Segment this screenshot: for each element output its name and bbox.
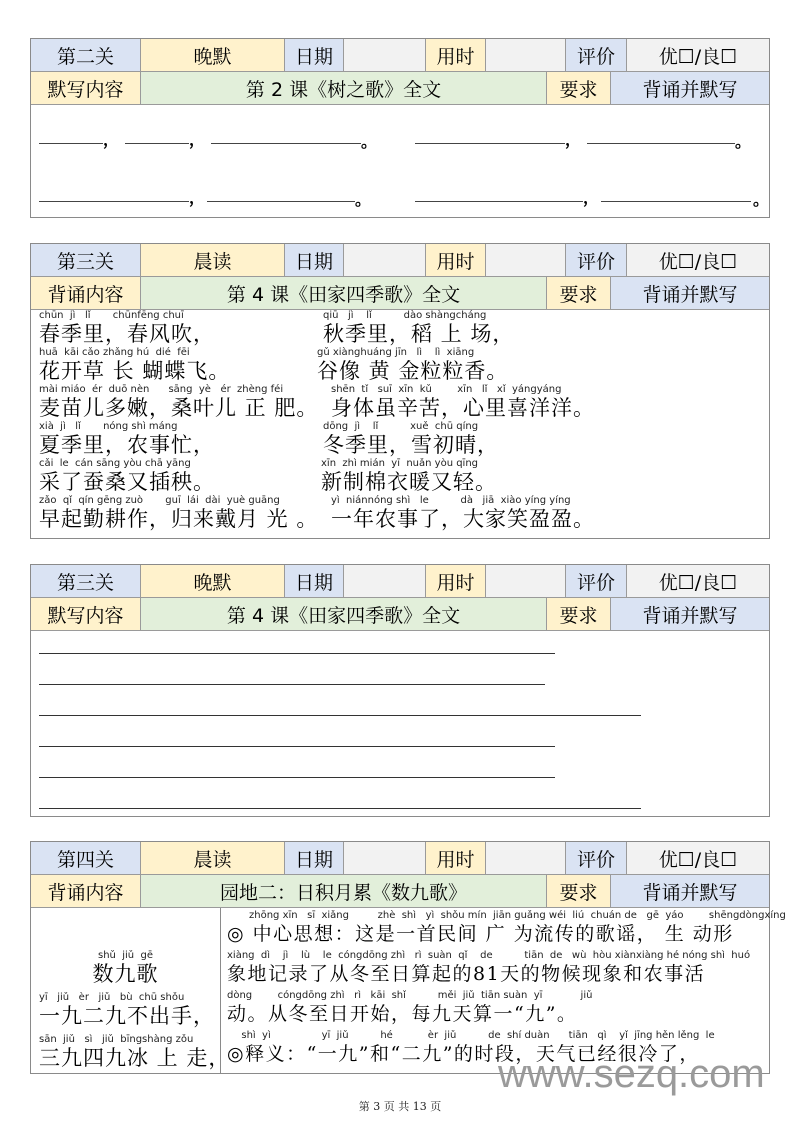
- section-level4-morning: [30, 841, 786, 1074]
- session-label: 晨读: [141, 842, 285, 875]
- note-line: [227, 950, 750, 986]
- hanzi: 象地记录了从冬至日算起的81天的物候现象和农事活: [227, 963, 706, 985]
- hanzi: 夏季里，农事忙，: [39, 433, 215, 457]
- song-area: [31, 908, 786, 1073]
- note-main-idea: [227, 910, 786, 946]
- comma: ，: [583, 188, 600, 207]
- pinyin: shēn tǐ suī xīn kǔ xīn lǐ xǐ yángyáng: [331, 384, 562, 395]
- pinyin: shì yì yī jiǔ hé èr jiǔ de shí duàn tiān qì yǐ jīng hěn lěng le: [235, 1030, 715, 1041]
- pinyin: yì niánnóng shì le dà jiā xiào yíng yíng: [331, 495, 571, 506]
- period: 。: [361, 132, 378, 151]
- content-label: 背诵内容: [31, 277, 141, 310]
- pinyin: qiū jì lǐ dào shàngcháng: [323, 310, 487, 321]
- requirement-label: 要求: [547, 277, 611, 310]
- comma: ，: [565, 130, 582, 149]
- blank-line[interactable]: [415, 201, 583, 202]
- level-label: 第二关: [31, 39, 141, 72]
- pinyin: sān jiǔ sì jiǔ bīngshàng zǒu: [39, 1034, 194, 1045]
- subheader-row: [31, 598, 769, 631]
- poem-line-left: [39, 310, 215, 346]
- eval-label: 评价: [566, 842, 627, 875]
- date-label: 日期: [285, 39, 344, 72]
- session-label: 晨读: [141, 244, 285, 277]
- dictation-area[interactable]: [31, 105, 769, 217]
- level-label: 第三关: [31, 244, 141, 277]
- poem-line-right: [331, 495, 595, 531]
- content-label: 默写内容: [31, 598, 141, 631]
- pinyin: zhōng xīn sī xiǎng zhè shì yì shǒu mín jiān guǎng wéi liú chuán de gē yáo shēngdòngxíng: [249, 910, 786, 921]
- period: 。: [735, 132, 752, 151]
- subheader-row: [31, 277, 769, 310]
- time-label: 用时: [426, 842, 486, 875]
- writing-line[interactable]: [39, 808, 641, 809]
- subheader-row: [31, 72, 769, 105]
- poem-line-left: [39, 458, 215, 494]
- pinyin: xīn zhì mián yī nuǎn yòu qīng: [321, 458, 479, 469]
- pinyin: huā kāi cǎo zhǎng hú dié fēi: [39, 347, 190, 358]
- hanzi: 动。从冬至日开始，每九天算一“九”。: [227, 1003, 578, 1025]
- content-title: 第 2 课《树之歌》全文: [141, 72, 547, 105]
- poem-area: [31, 310, 769, 538]
- hanzi: 一年农事了，大家笑盈盈。: [331, 507, 595, 531]
- pinyin: shǔ jiǔ gē: [98, 950, 153, 961]
- writing-line[interactable]: [39, 715, 641, 716]
- pinyin: gǔ xiànghuáng jīn lì lì xiāng: [317, 347, 475, 358]
- date-field[interactable]: [344, 842, 426, 875]
- date-label: 日期: [285, 244, 344, 277]
- content-title: 第 4 课《田家四季歌》全文: [141, 598, 547, 631]
- poem-line-right: [331, 384, 595, 420]
- writing-area[interactable]: [31, 631, 769, 816]
- session-label: 晚默: [141, 39, 285, 72]
- hanzi: 数九歌: [92, 962, 159, 986]
- poem-line-left: [39, 384, 318, 420]
- poem-line-right: [317, 347, 508, 383]
- hanzi: 秋季里，稻 上 场，: [323, 322, 515, 346]
- song-title: [31, 950, 220, 986]
- header-row: [31, 39, 769, 72]
- song-line: [39, 992, 215, 1028]
- eval-options[interactable]: 优☐/良☐: [627, 565, 769, 598]
- hanzi: 谷像 黄 金粒粒香。: [317, 359, 509, 383]
- requirement-value: 背诵并默写: [611, 875, 769, 908]
- writing-line[interactable]: [39, 777, 555, 778]
- hanzi: 采了蚕桑又插秧。: [39, 470, 215, 494]
- hanzi: ◎释义：“一九”和“二九”的时段，天气已经很冷了，: [227, 1043, 700, 1065]
- pinyin: cǎi le cán sāng yòu chā yāng: [39, 458, 191, 469]
- hanzi: 早起勤耕作，归来戴月 光 。: [39, 507, 319, 531]
- blank-line[interactable]: [207, 201, 355, 202]
- level-label: 第三关: [31, 565, 141, 598]
- poem-line-left: [39, 421, 215, 457]
- pinyin: yī jiǔ èr jiǔ bù chū shǒu: [39, 992, 185, 1003]
- content-title: 第 4 课《田家四季歌》全文: [141, 277, 547, 310]
- requirement-label: 要求: [547, 875, 611, 908]
- section-level3-evening: [30, 564, 770, 817]
- poem-line-right: [323, 310, 514, 346]
- poem-line-left: [39, 347, 230, 383]
- poem-line-right: [321, 458, 497, 494]
- date-label: 日期: [285, 565, 344, 598]
- period: 。: [355, 190, 372, 209]
- content-title: 园地二：日积月累《数九歌》: [141, 875, 547, 908]
- date-field[interactable]: [344, 244, 426, 277]
- blank-line[interactable]: [39, 143, 103, 144]
- level-label: 第四关: [31, 842, 141, 875]
- time-label: 用时: [426, 565, 486, 598]
- time-field[interactable]: [486, 565, 566, 598]
- hanzi: 春季里，春风吹，: [39, 322, 215, 346]
- comma: ，: [103, 130, 120, 149]
- page-footer: 第 3 页 共 13 页: [358, 1100, 442, 1113]
- poem-line-left: [39, 495, 318, 531]
- eval-label: 评价: [566, 244, 627, 277]
- requirement-value: 背诵并默写: [611, 277, 769, 310]
- eval-label: 评价: [566, 39, 627, 72]
- section-level3-morning: [30, 243, 770, 539]
- content-label: 背诵内容: [31, 875, 141, 908]
- date-field[interactable]: [344, 39, 426, 72]
- hanzi: 新制棉衣暖又轻。: [321, 470, 497, 494]
- period: 。: [753, 190, 770, 209]
- time-field[interactable]: [486, 244, 566, 277]
- blank-line[interactable]: [587, 143, 735, 144]
- pinyin: mài miáo ér duō nèn sāng yè ér zhèng féi: [39, 384, 284, 395]
- pinyin: chūn jì lǐ chūnfēng chuī: [39, 310, 184, 321]
- time-field[interactable]: [486, 842, 566, 875]
- hanzi: 三九四九冰 上 走，: [39, 1046, 231, 1070]
- note-line: [227, 990, 592, 1026]
- section-level2-evening: [30, 38, 770, 218]
- blank-line[interactable]: [211, 143, 361, 144]
- pinyin: dòng cóngdōng zhì rì kāi shǐ měi jiǔ tiān suàn yī jiǔ: [227, 990, 593, 1001]
- header-row: [31, 244, 769, 277]
- header-row: [31, 565, 769, 598]
- subheader-row: [31, 875, 769, 908]
- blank-line[interactable]: [39, 201, 189, 202]
- song-line: [39, 1034, 230, 1070]
- date-label: 日期: [285, 842, 344, 875]
- blank-line[interactable]: [415, 143, 565, 144]
- time-label: 用时: [426, 244, 486, 277]
- writing-line[interactable]: [39, 653, 555, 654]
- poem-line-right: [323, 421, 499, 457]
- date-field[interactable]: [344, 565, 426, 598]
- comma: ，: [189, 130, 206, 149]
- header-row: [31, 842, 769, 875]
- requirement-label: 要求: [547, 72, 611, 105]
- requirement-label: 要求: [547, 598, 611, 631]
- hanzi: 麦苗儿多嫩，桑叶儿 正 肥。: [39, 396, 319, 420]
- requirement-value: 背诵并默写: [611, 72, 769, 105]
- pinyin: dōng jì lǐ xuě chū qíng: [323, 421, 479, 432]
- blank-line[interactable]: [601, 201, 751, 202]
- watermark: www.sezq.com: [498, 1052, 765, 1096]
- session-label: 晚默: [141, 565, 285, 598]
- requirement-value: 背诵并默写: [611, 598, 769, 631]
- comma: ，: [189, 188, 206, 207]
- hanzi: ◎ 中心思想：这是一首民间 广 为流传的歌谣， 生 动形: [227, 923, 734, 945]
- hanzi: 花开草 长 蝴蝶飞。: [39, 359, 231, 383]
- pinyin: xià jì lǐ nóng shì máng: [39, 421, 178, 432]
- hanzi: 一九二九不出手，: [39, 1004, 215, 1028]
- pinyin: zǎo qǐ qín gēng zuò guī lái dài yuè guāng: [39, 495, 280, 506]
- time-label: 用时: [426, 39, 486, 72]
- pinyin: xiàng dì jì lù le cóngdōng zhì rì suàn qǐ de tiān de wù hòu xiànxiàng hé nóng shì huó: [227, 950, 751, 961]
- eval-options[interactable]: 优☐/良☐: [627, 244, 769, 277]
- hanzi: 冬季里，雪初晴，: [323, 433, 499, 457]
- content-label: 默写内容: [31, 72, 141, 105]
- time-field[interactable]: [486, 39, 566, 72]
- blank-line[interactable]: [125, 143, 189, 144]
- eval-options[interactable]: 优☐/良☐: [627, 39, 769, 72]
- writing-line[interactable]: [39, 684, 545, 685]
- hanzi: 身体虽辛苦，心里喜洋洋。: [331, 396, 595, 420]
- writing-line[interactable]: [39, 746, 555, 747]
- eval-label: 评价: [566, 565, 627, 598]
- eval-options[interactable]: 优☐/良☐: [627, 842, 769, 875]
